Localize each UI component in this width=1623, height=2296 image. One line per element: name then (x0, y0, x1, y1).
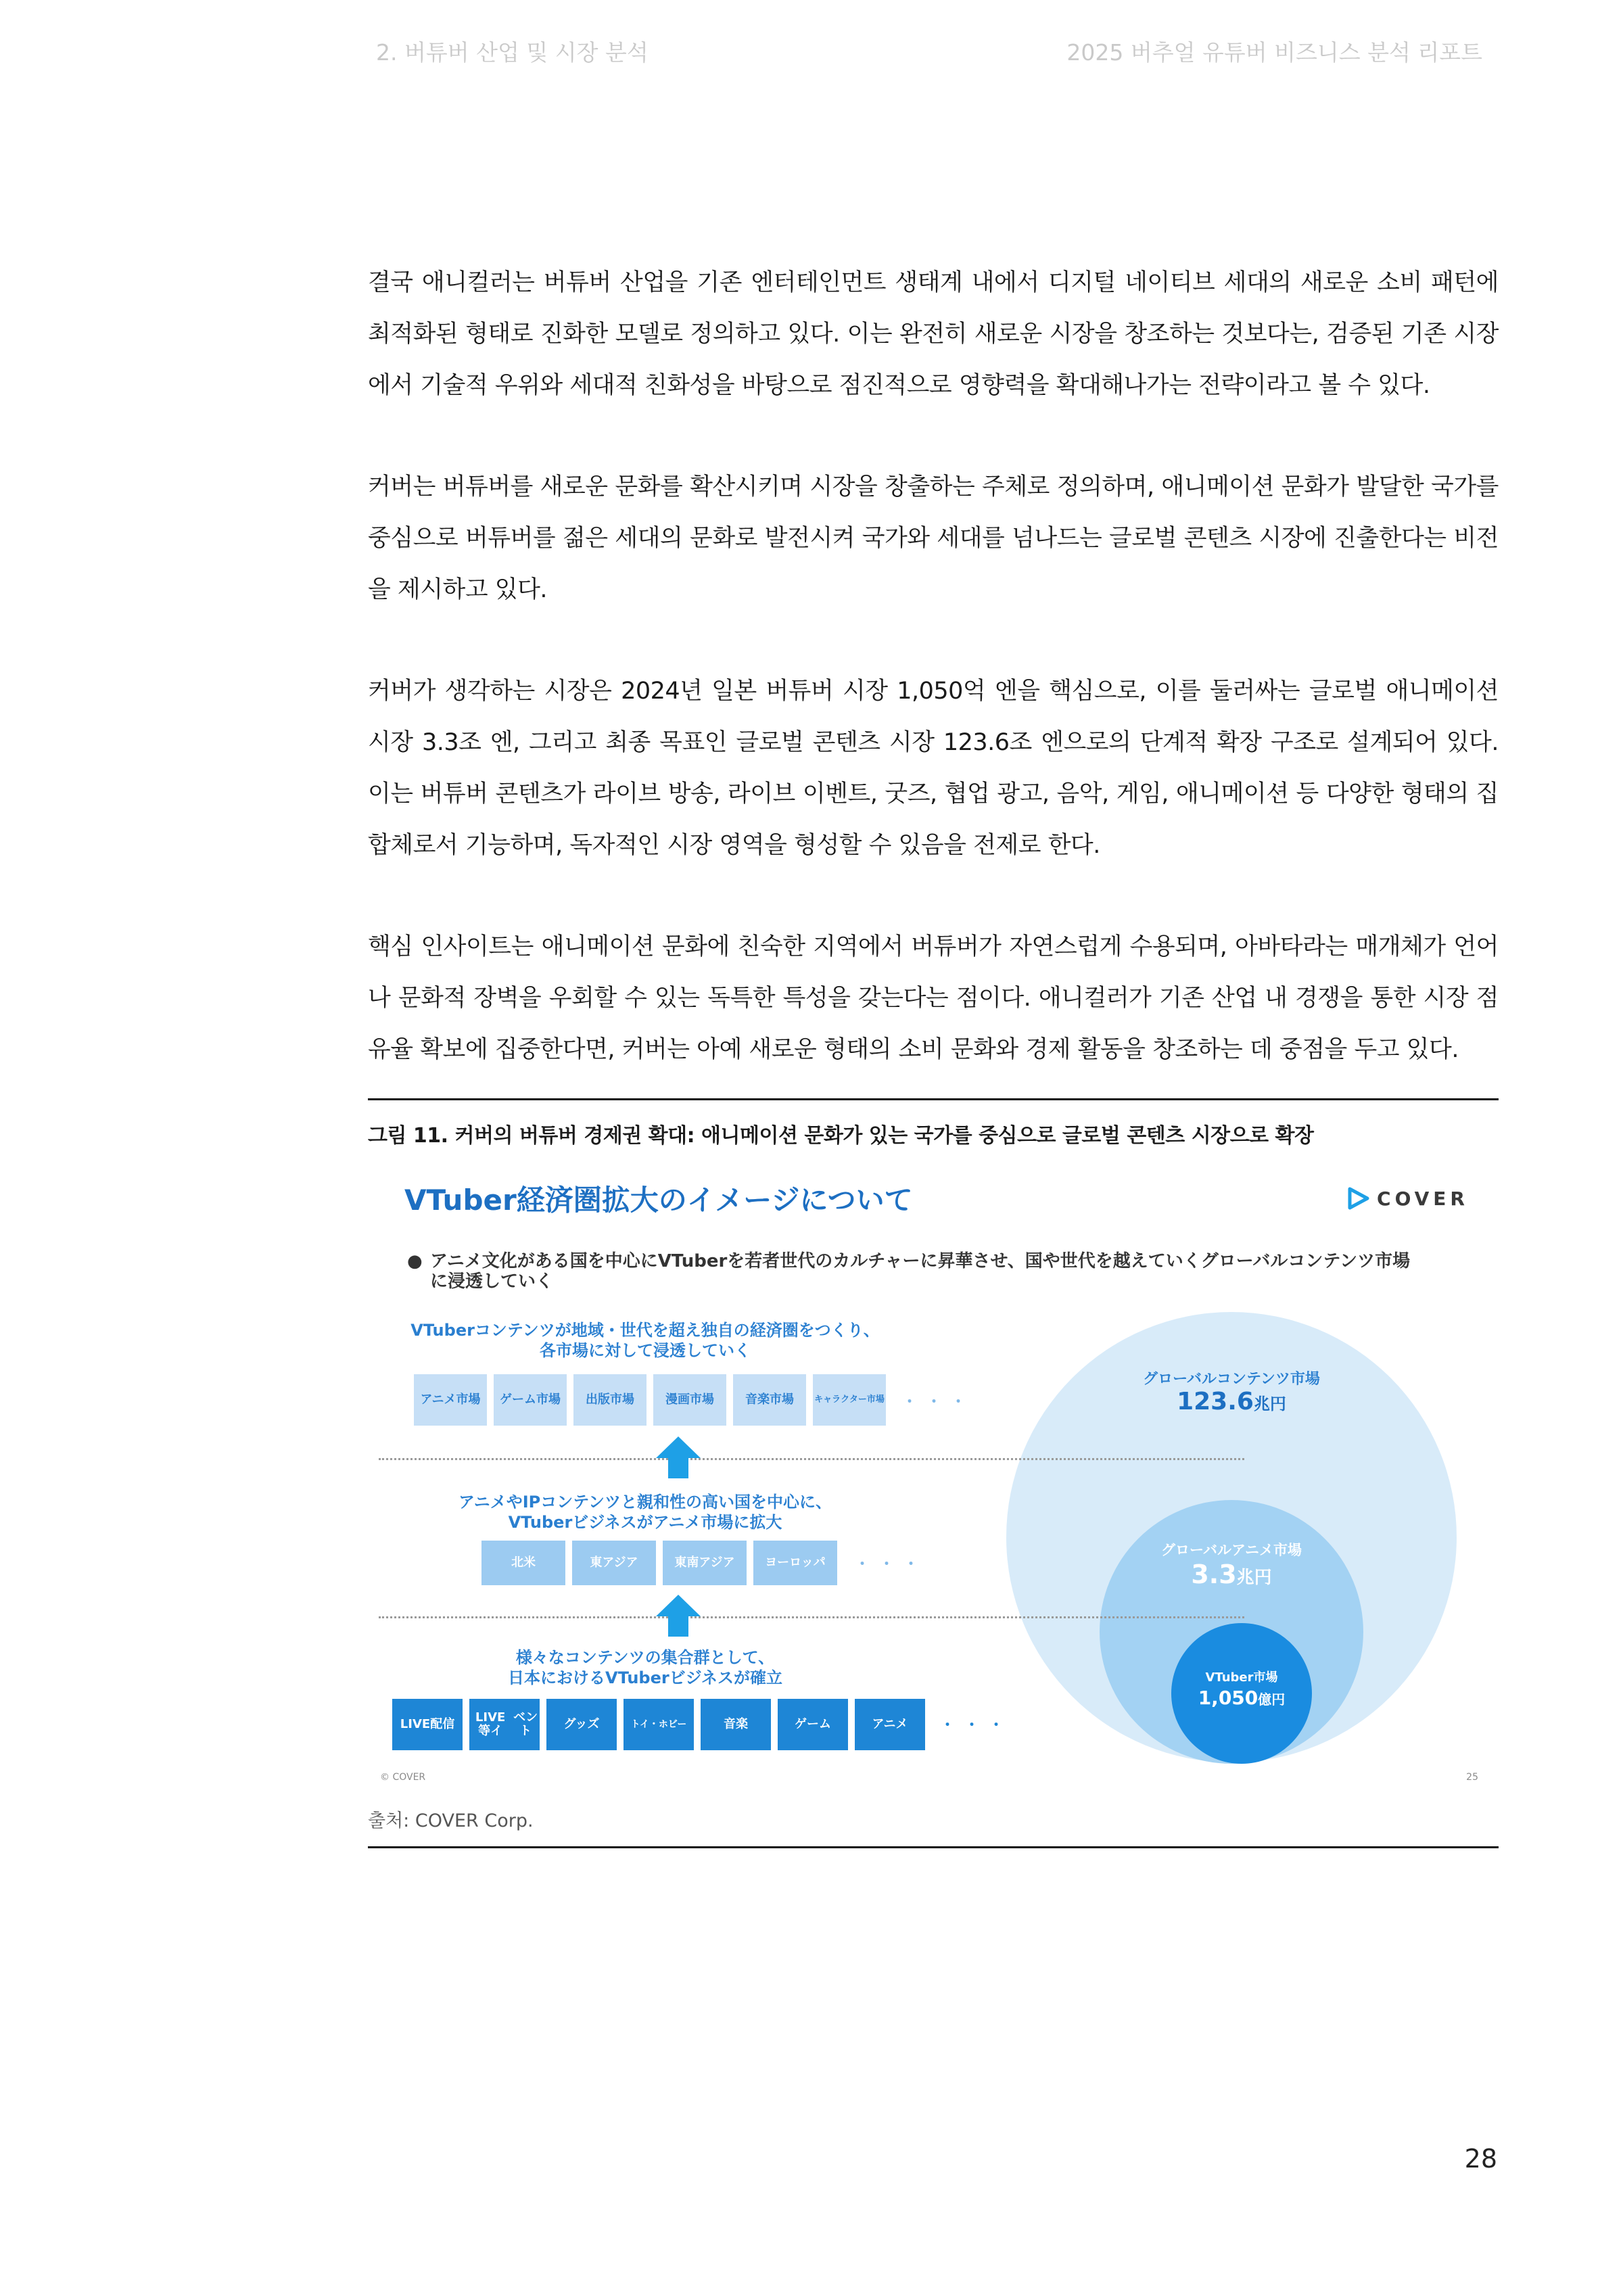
business-box: ゲーム (778, 1699, 848, 1750)
business-box: LIVE等イ ベント (469, 1699, 540, 1750)
bullet-dot-icon: ● (407, 1251, 423, 1271)
region-box: 東アジア (572, 1541, 656, 1585)
business-box: グッズ (546, 1699, 617, 1750)
figure-caption: 그림 11. 커버의 버튜버 경제권 확대: 애니메이션 문화가 있는 국가를 중심으로 글로벌 콘텐츠 시장으로 확장 (368, 1124, 1314, 1148)
bullet-text: アニメ文化がある国を中心にVTuberを若者世代のカルチャーに昇華させ、国や世代を越えていくグローバルコンテンツ市場に浸透していく (430, 1251, 1411, 1292)
mid-ellipsis: ・・・ (855, 1556, 928, 1573)
slide-title: VTuber経済圏拡大のイメージについて (404, 1184, 913, 1217)
bottom-section-title: 様々なコンテンツの集合群として、 日本におけるVTuberビジネスが確立 (508, 1648, 782, 1687)
slide-page-number: 25 (1466, 1772, 1478, 1783)
up-arrow-icon (655, 1435, 702, 1480)
market-box: 音楽 市場 (733, 1374, 806, 1426)
global-content-value: 123.6兆円 (1177, 1388, 1286, 1415)
business-box: アニメ (855, 1699, 925, 1750)
global-anime-label: グローバルアニメ市場 (1161, 1542, 1302, 1558)
vtuber-label: VTuber市場 (1205, 1670, 1278, 1685)
region-box: ヨーロッパ (753, 1541, 837, 1585)
running-header-section: 2. 버튜버 산업 및 시장 분석 (376, 39, 649, 66)
vtuber-value: 1,050億円 (1198, 1687, 1286, 1709)
market-box: キャラクター 市場 (813, 1374, 886, 1426)
market-box: アニメ 市場 (414, 1374, 487, 1426)
slide-copyright: © COVER (380, 1772, 426, 1783)
paragraph: 커버가 생각하는 시장은 2024년 일본 버튜버 시장 1,050억 엔을 핵심으로, 이를 둘러싸는 글로벌 애니메이션 시장 3.3조 엔, 그리고 최종 목표인 글로벌 콘텐츠 시장 123.6조 엔으로의 단계적 확장 구조로 설계되어 있다. 이는 버튜버 콘텐츠가 라이브 방송, 라이브 이벤트, 굿즈, 협업 광고, 음악, 게임, 애니메이션 등 다양한 형태의 집합체로서 기능하며, 독자적인 시장 영역을 형성할 수 있음을 전제로 한다. (368, 678, 1499, 859)
page-number: 28 (1464, 2144, 1497, 2174)
paragraph: 결국 애니컬러는 버튜버 산업을 기존 엔터테인먼트 생태계 내에서 디지털 네이티브 세대의 새로운 소비 패턴에 최적화된 형태로 진화한 모델로 정의하고 있다. 이는 완전히 새로운 시장을 창조하는 것보다는, 검증된 기존 시장에서 기술적 우위와 세대적 친화성을 바탕으로 점진적으로 영향력을 확대해나가는 전략이라고 볼 수 있다. (368, 269, 1499, 399)
top-section-title: VTuberコンテンツが地域・世代を超え独自の経済圏をつくり、 各市場に対して浸透していく (410, 1321, 880, 1360)
vtuber-circle (1171, 1623, 1312, 1764)
figure-top-rule (368, 1098, 1499, 1100)
region-box: 東南アジア (663, 1541, 747, 1585)
market-box: ゲーム 市場 (494, 1374, 567, 1426)
paragraph: 커버는 버튜버를 새로운 문화를 확산시키며 시장을 창출하는 주체로 정의하며, 애니메이션 문화가 발달한 국가를 중심으로 버튜버를 젊은 세대의 문화로 발전시켜 국가와 세대를 넘나드는 글로벌 콘텐츠 시장에 진출한다는 비전을 제시하고 있다. (368, 473, 1499, 603)
global-content-label: グローバルコンテンツ市場 (1143, 1371, 1320, 1388)
figure-slide (368, 1165, 1499, 1791)
dotted-divider (379, 1458, 1244, 1460)
market-box: 漫画 市場 (653, 1374, 726, 1426)
up-arrow-icon (655, 1593, 702, 1638)
market-box: 出版 市場 (573, 1374, 646, 1426)
cover-logo (1347, 1186, 1469, 1211)
slide-bullet (407, 1251, 1421, 1292)
running-header-title: 2025 버추얼 유튜버 비즈니스 분석 리포트 (1066, 39, 1482, 66)
business-box: トイ・ホビー (624, 1699, 694, 1750)
dotted-divider (379, 1616, 1244, 1618)
business-box: LIVE 配信 (392, 1699, 463, 1750)
mid-section-title: アニメやIPコンテンツと親和性の高い国を中心に、 VTuberビジネスがアニメ市場に拡大 (458, 1493, 832, 1532)
region-box: 北米 (481, 1541, 565, 1585)
cover-play-icon (1347, 1186, 1370, 1211)
bottom-ellipsis: ・・・ (940, 1717, 1014, 1734)
logo-text: COVER (1377, 1187, 1469, 1210)
business-box: 音楽 (701, 1699, 771, 1750)
paragraph: 핵심 인사이트는 애니메이션 문화에 친숙한 지역에서 버튜버가 자연스럽게 수용되며, 아바타라는 매개체가 언어나 문화적 장벽을 우회할 수 있는 독특한 특성을 갖는다는 점이다. 애니컬러가 기존 산업 내 경쟁을 통한 시장 점유율 확보에 집중한다면, 커버는 아예 새로운 형태의 소비 문화와 경제 활동을 창조하는 데 중점을 두고 있다. (368, 933, 1499, 1063)
global-anime-value: 3.3兆円 (1191, 1560, 1272, 1589)
figure-source: 출처: COVER Corp. (368, 1810, 534, 1831)
figure-bottom-rule (368, 1846, 1499, 1848)
top-ellipsis: ・・・ (902, 1394, 976, 1411)
body-text (368, 257, 1499, 1125)
